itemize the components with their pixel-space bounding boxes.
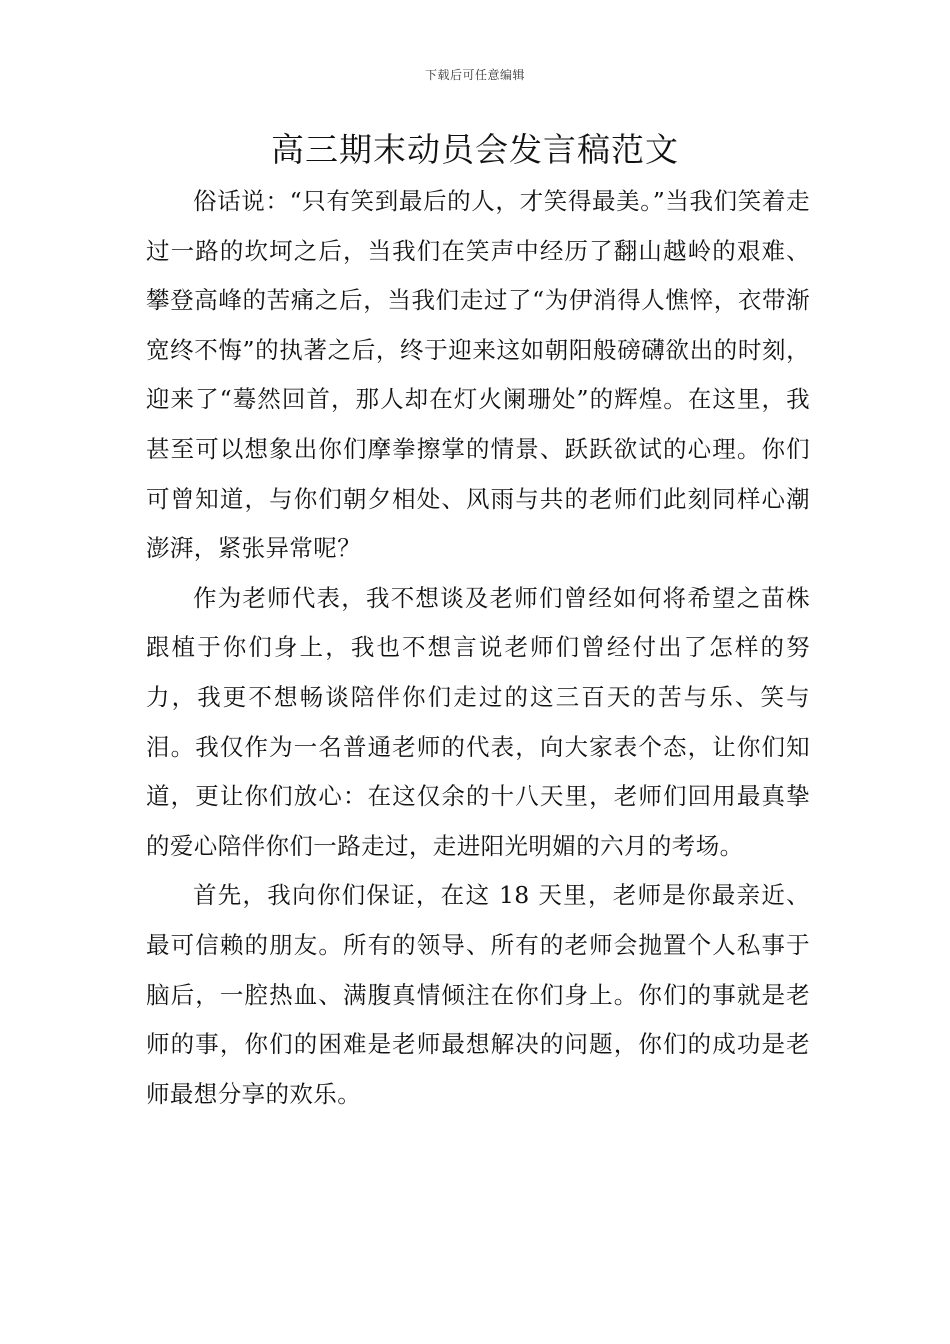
header-note: 下载后可任意编辑 bbox=[424, 68, 525, 82]
paragraph-2: 作为老师代表，我不想谈及老师们曾经如何将希望之苗株跟植于你们身上，我也不想言说老师们曾经付出了怎样的努力，我更不想畅谈陪伴你们走过的这三百天的苦与乐、笑与泪。我仅作为一名普通老师的代表，向大家表个态，让你们知道，更让你们放心：在这仅余的十八天里，老师们回用最真挚的爱心陪伴你们一路走过，走进阳光明媚的六月的考场。 bbox=[146, 583, 810, 860]
document-body bbox=[146, 177, 810, 1119]
document-title: 高三期末动员会发言稿范文 bbox=[271, 130, 679, 169]
paragraph-3: 首先，我向你们保证，在这 18 天里，老师是你最亲近、最可信赖的朋友。所有的领导、所有的老师会抛置个人私事于脑后，一腔热血、满腹真情倾注在你们身上。你们的事就是老师的事，你们的困难是老师最想解决的问题，你们的成功是老师最想分享的欢乐。 bbox=[146, 881, 810, 1108]
paragraph-1: 俗话说：“只有笑到最后的人，才笑得最美。”当我们笑着走过一路的坎坷之后，当我们在笑声中经历了翻山越岭的艰难、攀登高峰的苦痛之后，当我们走过了“为伊消得人憔悴，衣带渐宽终不悔”的执著之后，终于迎来这如朝阳般磅礴欲出的时刻，迎来了“蓦然回首，那人却在灯火阑珊处”的辉煌。在这里，我甚至可以想象出你们摩拳擦掌的情景、跃跃欲试的心理。你们可曾知道，与你们朝夕相处、风雨与共的老师们此刻同样心潮澎湃，紧张异常呢？ bbox=[146, 187, 810, 563]
